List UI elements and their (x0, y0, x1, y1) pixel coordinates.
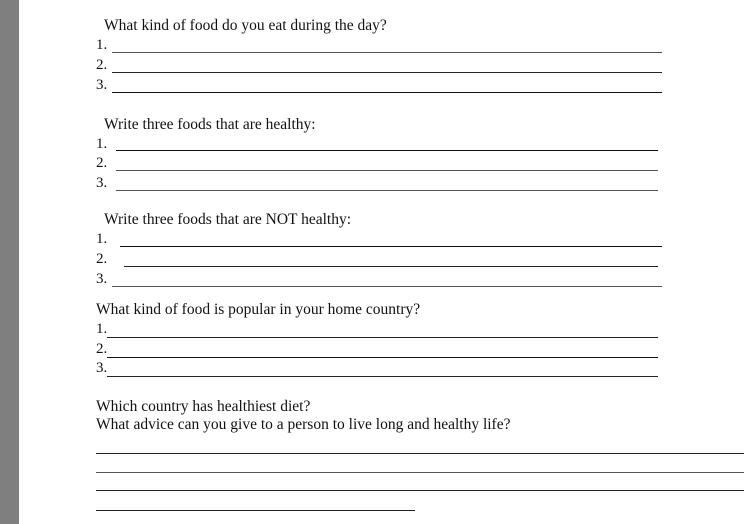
answer-number: 1. (96, 321, 108, 337)
answer-line[interactable] (116, 150, 658, 151)
answer-line[interactable] (124, 266, 658, 267)
answer-line[interactable] (112, 72, 662, 73)
question-healthiest-diet: Which country has healthiest diet? (96, 398, 311, 415)
answer-line[interactable] (116, 190, 658, 191)
question-not-healthy-foods: Write three foods that are NOT healthy: (104, 211, 352, 228)
question-healthy-foods: Write three foods that are healthy: (104, 116, 316, 133)
answer-number: 1. (96, 136, 108, 152)
answer-number: 3. (96, 77, 108, 93)
answer-line[interactable] (116, 170, 658, 171)
question-food-during-day: What kind of food do you eat during the day? (104, 17, 387, 34)
answer-line[interactable] (112, 92, 662, 93)
answer-line[interactable] (96, 510, 415, 511)
page-margin-bar (0, 0, 19, 524)
answer-number: 3. (96, 271, 108, 287)
question-advice-long-life: What advice can you give to a person to live long and healthy life? (96, 416, 511, 433)
answer-line[interactable] (107, 337, 658, 338)
answer-number: 3. (96, 360, 108, 376)
answer-line[interactable] (107, 376, 658, 377)
answer-number: 1. (96, 231, 108, 247)
answer-line[interactable] (96, 453, 744, 454)
answer-line[interactable] (112, 52, 662, 53)
answer-line[interactable] (96, 490, 744, 491)
answer-number: 2. (96, 341, 108, 357)
answer-number: 2. (96, 155, 108, 171)
answer-number: 2. (96, 57, 108, 73)
answer-line[interactable] (96, 472, 744, 473)
answer-line[interactable] (107, 357, 658, 358)
question-popular-home-country: What kind of food is popular in your home country? (96, 301, 421, 318)
answer-line[interactable] (112, 286, 662, 287)
answer-number: 2. (96, 251, 108, 267)
answer-line[interactable] (120, 246, 662, 247)
answer-number: 3. (96, 175, 108, 191)
answer-number: 1. (96, 37, 108, 53)
